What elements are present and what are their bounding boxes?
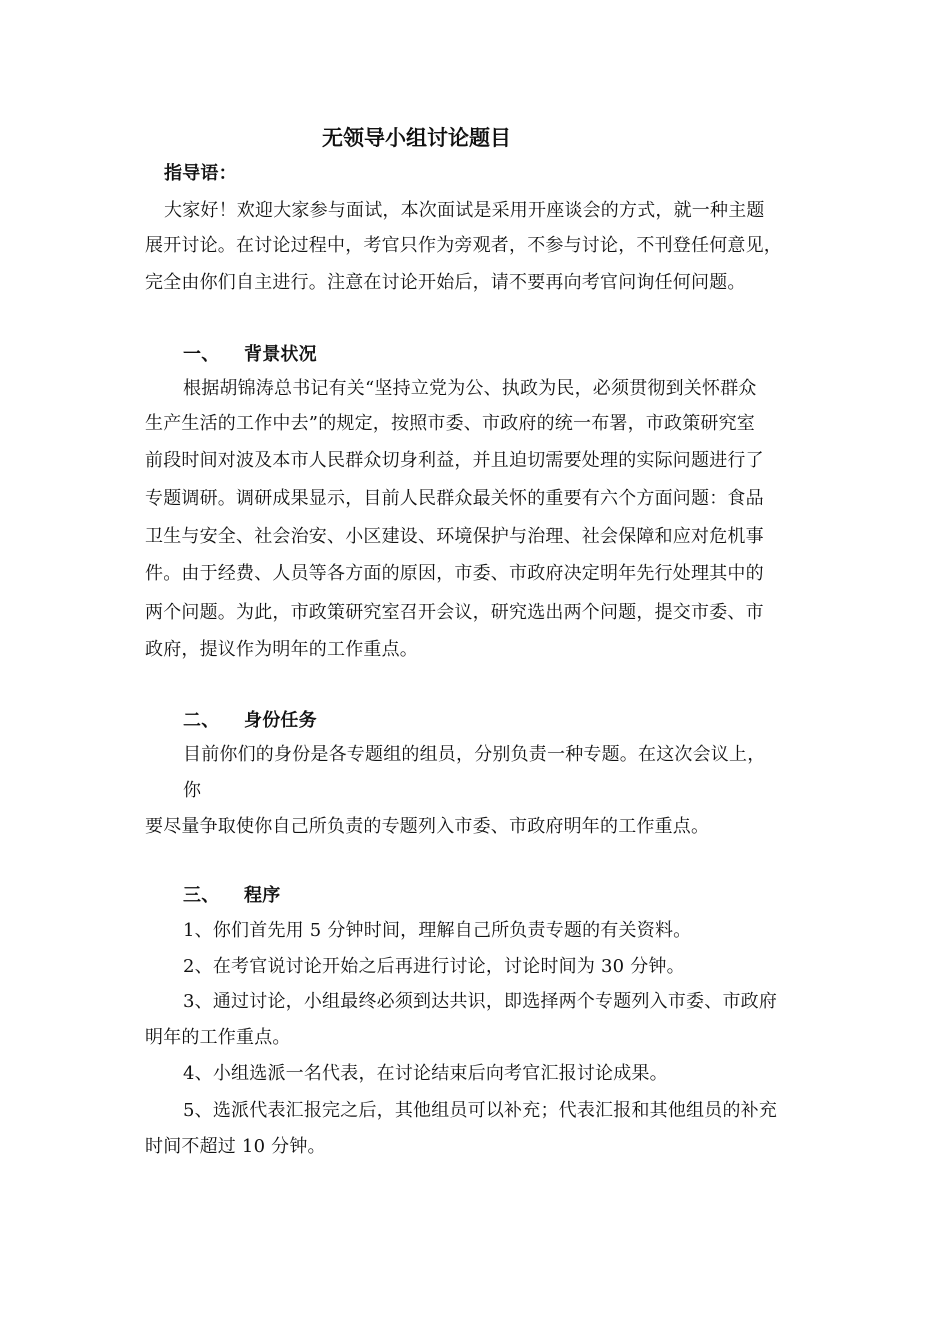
section-number: 三、 xyxy=(183,885,220,906)
document-title: 无领导小组讨论题目 xyxy=(322,126,511,150)
section-line: 政府，提议作为明年的工作重点。 xyxy=(145,639,418,660)
section-heading: 背景状况 xyxy=(244,344,317,365)
section-line: 根据胡锦涛总书记有关“坚持立党为公、执政为民，必须贯彻到关怀群众 xyxy=(183,378,757,399)
section-line: 件。由于经费、人员等各方面的原因，市委、市政府决定明年先行处理其中的 xyxy=(145,563,764,584)
section-heading: 程序 xyxy=(244,885,281,906)
intro-line: 完全由你们自主进行。注意在讨论开始后，请不要再向考官问询任何问题。 xyxy=(145,272,746,293)
procedure-item: 5、选派代表汇报完之后，其他组员可以补充；代表汇报和其他组员的补充 xyxy=(183,1100,778,1121)
section-line: 卫生与安全、社会治安、小区建设、环境保护与治理、社会保障和应对危机事 xyxy=(145,526,764,547)
section-heading: 身份任务 xyxy=(244,710,317,731)
intro-line: 大家好！欢迎大家参与面试，本次面试是采用开座谈会的方式，就一种主题 xyxy=(164,200,765,221)
procedure-item: 4、小组选派一名代表，在讨论结束后向考官汇报讨论成果。 xyxy=(183,1063,668,1084)
section-line: 生产生活的工作中去”的规定，按照市委、市政府的统一布署，市政策研究室 xyxy=(145,413,755,434)
section-line: 专题调研。调研成果显示，目前人民群众最关怀的重要有六个方面问题：食品 xyxy=(145,488,764,509)
guide-label: 指导语： xyxy=(164,163,237,184)
procedure-item: 时间不超过 10 分钟。 xyxy=(145,1136,326,1157)
section-line: 你 xyxy=(183,780,202,801)
procedure-item: 2、在考官说讨论开始之后再进行讨论，讨论时间为 30 分钟。 xyxy=(183,956,685,977)
section-number: 二、 xyxy=(183,710,220,731)
procedure-item: 明年的工作重点。 xyxy=(145,1027,291,1048)
section-line: 前段时间对波及本市人民群众切身利益，并且迫切需要处理的实际问题进行了 xyxy=(145,450,764,471)
procedure-item: 1、你们首先用 5 分钟时间，理解自己所负责专题的有关资料。 xyxy=(183,920,692,941)
procedure-item: 3、通过讨论，小组最终必须到达共识，即选择两个专题列入市委、市政府 xyxy=(183,991,778,1012)
section-line: 目前你们的身份是各专题组的组员，分别负责一种专题。在这次会议上， xyxy=(183,744,766,765)
section-line: 两个问题。为此，市政策研究室召开会议，研究选出两个问题，提交市委、市 xyxy=(145,602,764,623)
section-number: 一、 xyxy=(183,344,220,365)
intro-line: 展开讨论。在讨论过程中，考官只作为旁观者，不参与讨论，不刊登任何意见， xyxy=(145,235,782,256)
section-line: 要尽量争取使你自己所负责的专题列入市委、市政府明年的工作重点。 xyxy=(145,816,710,837)
